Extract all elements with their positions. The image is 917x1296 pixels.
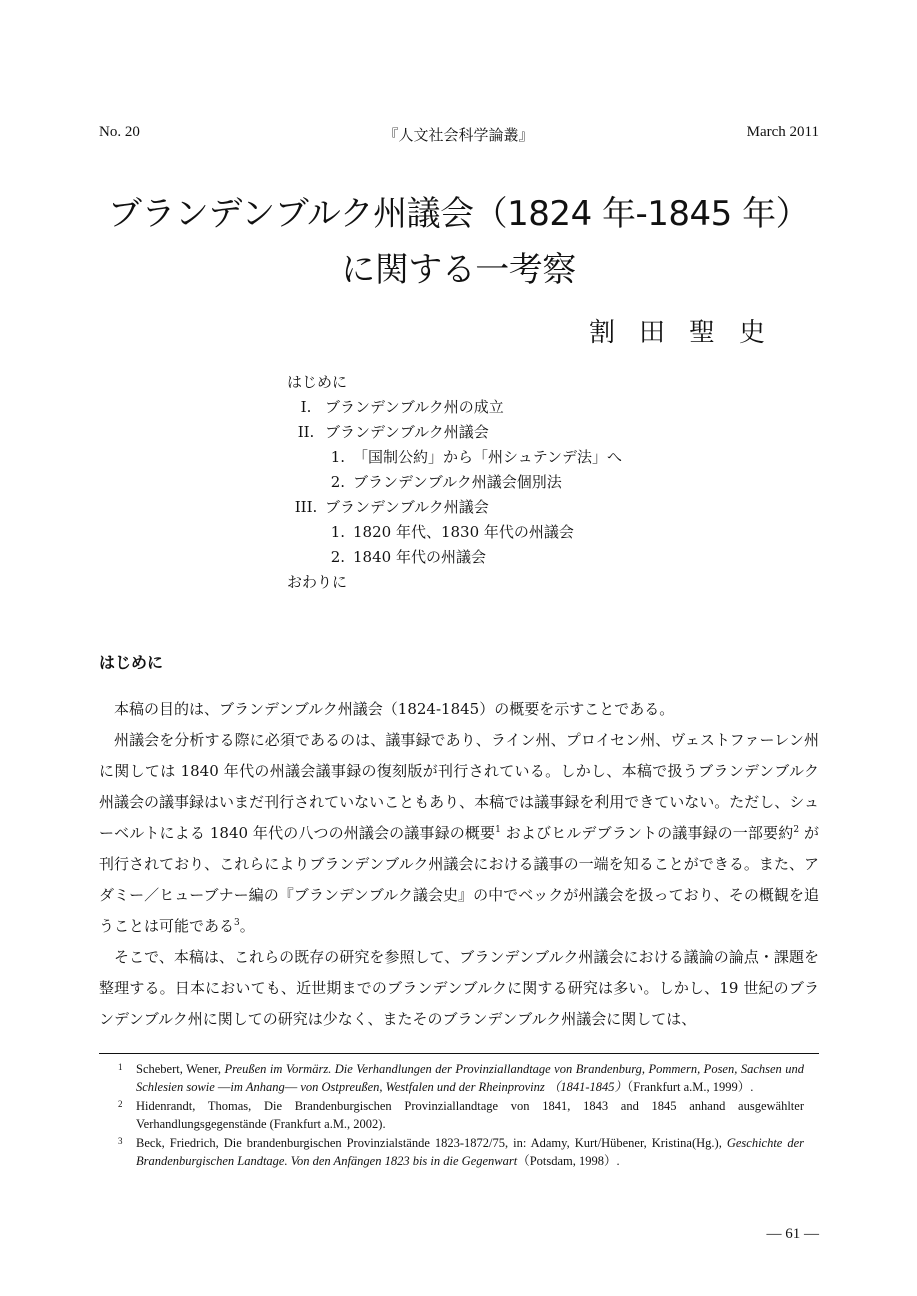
toc-item[interactable] [287,570,622,595]
footnote-3: 3 Beck, Friedrich, Die brandenburgischen Provinzialstände 1823-1872/75, in: Adamy, Kurt/Hübener, Kristina(Hg.), Geschichte der Brandenburgischen Landtage. Von den Anfängen 1823 bis in die Gegenwart（Potsdam, 1998）. [118,1134,804,1170]
toc-item[interactable] [287,495,622,520]
footnote-divider [99,1053,819,1054]
toc-item-number: 1. [330,523,345,541]
journal-name: 『人文社会科学論叢』 [383,128,534,144]
toc-item-label: ブランデンブルク州議会 [325,423,489,441]
issue-date: March 2011 [746,124,819,140]
footnote-ref-1[interactable]: 1 [495,825,501,835]
footnote-mark: 2 [118,1099,123,1109]
toc-item-label: おわりに [287,573,348,591]
paper-title [0,186,917,298]
table-of-contents [287,370,622,595]
toc-item-number: III. [294,498,318,516]
footnote-mark: 3 [118,1136,123,1146]
toc-item[interactable] [287,420,622,445]
toc-item-label: ブランデンブルク州議会 [325,498,489,516]
body-text [99,694,819,1035]
toc-item[interactable] [287,545,622,570]
paragraph-3: そこで、本稿は、これらの既存の研究を参照して、ブランデンブルク州議会における議論の論点・課題を整理する。日本においても、近世期までのブランデンブルクに関する研究は多い。しかし、19 世紀のブランデンブルク州に関しての研究は少なく、またそのブランデンブルク州議会に関しては、 [99,948,819,1028]
toc-item-label: はじめに [287,373,348,391]
section-heading: はじめに [99,653,164,672]
author-name: 割田聖史 [588,318,789,348]
toc-item[interactable] [287,370,622,395]
toc-item-number: 2. [330,548,345,566]
toc-item-label: ブランデンブルク州議会個別法 [353,473,562,491]
toc-item[interactable] [287,445,622,470]
toc-item-number: 1. [330,448,345,466]
paragraph-2: 州議会を分析する際に必須であるのは、議事録であり、ライン州、プロイセン州、ヴェストファーレン州に関しては 1840 年代の州議会議事録の復刻版が刊行されている。しかし、本稿で扱うブランデンブルク州議会の議事録はいまだ刊行されていないこともあり、本稿では議事録を利用できていない。ただし、シューベルトによる 1840 年代の八つの州議会の議事録の概要$^1$ およびヒルデブラントの議事録の一部要約$^2$ が刊行されており、これらによりブランデンブルク州議会における議事の一端を知ることができる。また、アダミー／ヒューブナー編の『ブランデンブルク議会史』の中でベックが州議会を扱っており、その概観を追うことは可能である$^3$。 [99,731,819,935]
toc-item[interactable] [287,470,622,495]
paragraph-1: 本稿の目的は、ブランデンブルク州議会（1824-1845）の概要を示すことである。 [114,700,675,718]
toc-item-label: 「国制公約」から「州シュテンデ法」へ [353,448,622,466]
footnote-ref-2[interactable]: 2 [793,825,800,835]
toc-item-label: ブランデンブルク州の成立 [325,398,504,416]
title-line-1: ブランデンブルク州議会（1824 年-1845 年） [107,194,810,234]
toc-item-number: I. [300,398,312,416]
page-number: ― 61 ― [766,1226,819,1242]
title-line-2: に関する一考察 [341,250,576,290]
toc-item-number: II. [297,423,315,441]
footnotes [118,1060,804,1171]
toc-item-label: 1840 年代の州議会 [353,548,486,566]
toc-item[interactable] [287,395,622,420]
footnote-ref-3[interactable]: 3 [234,918,240,928]
footnote-2: 2 Hidenrandt, Thomas, Die Brandenburgischen Provinziallandtage von 1841, 1843 and 1845 anhand ausgewählter Verhandlungsgegenstände (Frankfurt a.M., 2002). [118,1097,804,1133]
toc-item-label: 1820 年代、1830 年代の州議会 [353,523,574,541]
issue-number: No. 20 [99,124,140,140]
toc-item[interactable] [287,520,622,545]
footnote-1: 1 Schebert, Wener, Preußen im Vormärz. Die Verhandlungen der Provinziallandtage von Brandenburg, Pommern, Posen, Sachsen und Schlesien sowie ―im Anhang― von Ostpreußen, Westfalen und der Rheinprovinz （1841-1845）（Frankfurt a.M., 1999）. [118,1060,804,1096]
footnote-mark: 1 [118,1062,123,1072]
toc-item-number: 2. [330,473,345,491]
